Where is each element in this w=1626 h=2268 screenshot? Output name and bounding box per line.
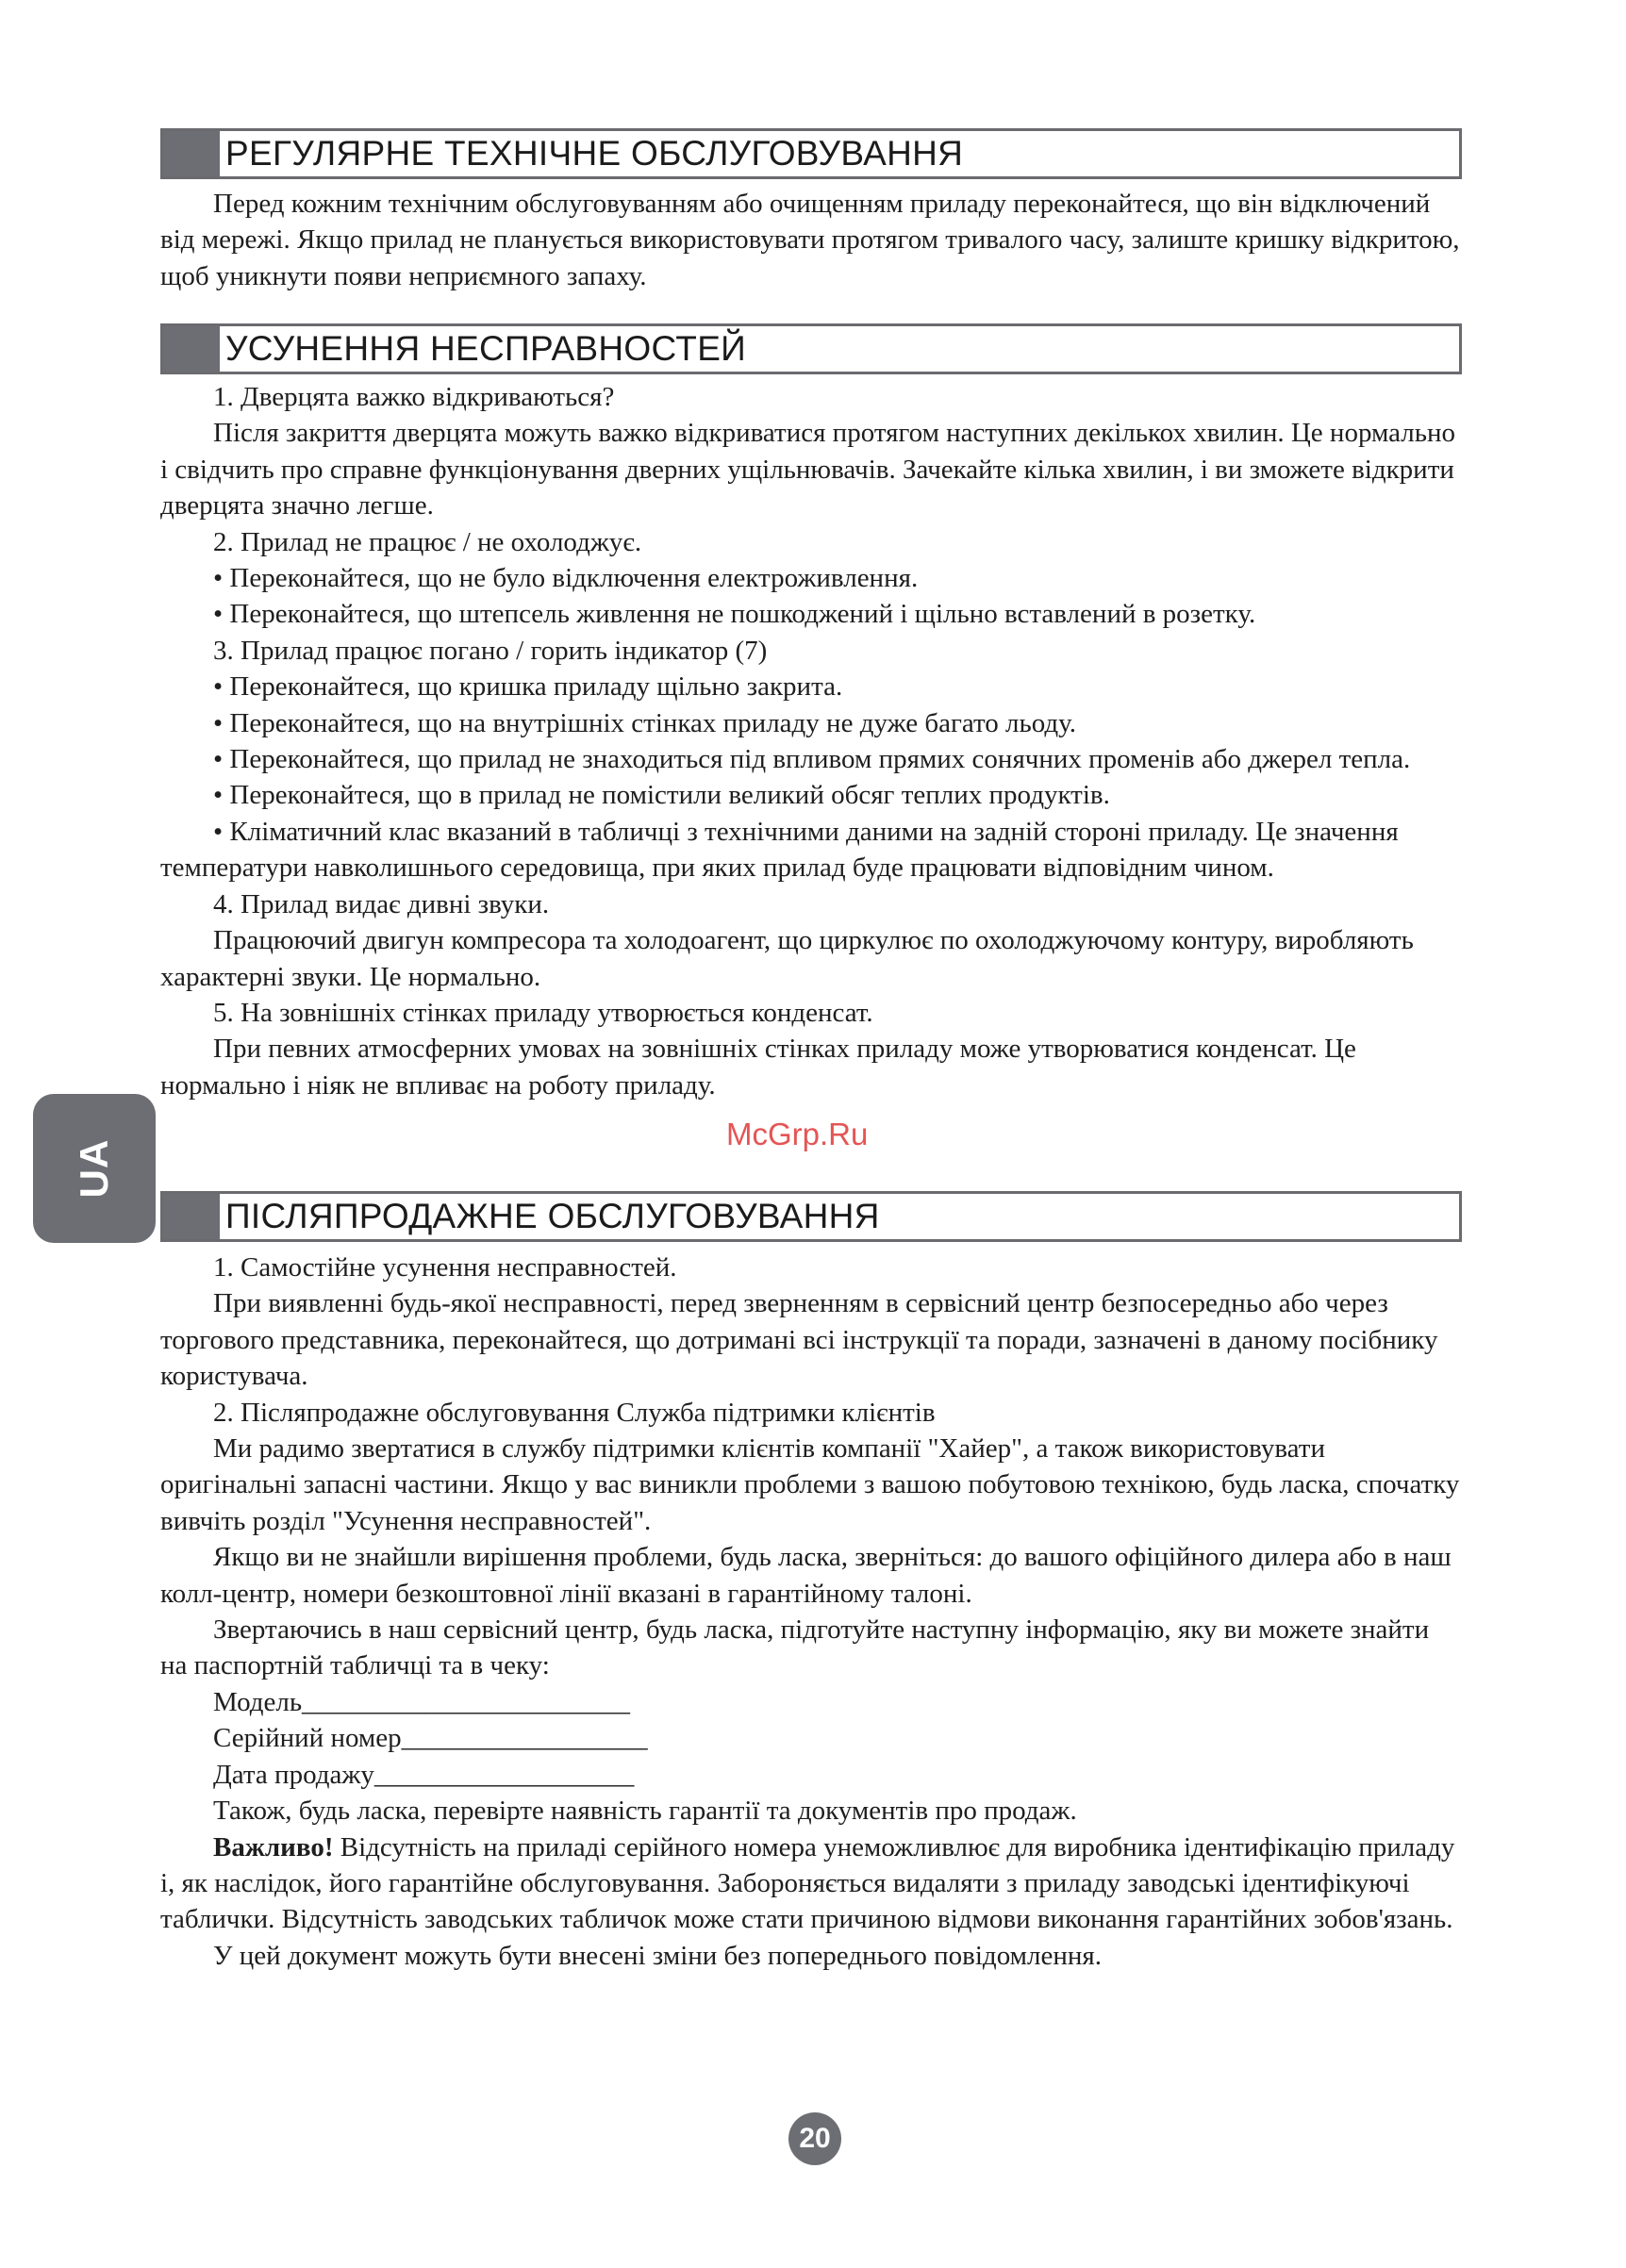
form-line-model: Модель________________________ xyxy=(213,1686,631,1717)
paragraph: 2. Прилад не працює / не охолоджує. xyxy=(213,526,642,557)
troubleshooting-text xyxy=(160,379,1462,1103)
language-tab-label: UA xyxy=(72,1138,116,1199)
paragraph: При виявленні будь-якої несправності, перед зверненням в сервісний центр безпосередньо або через торгового представника, переконайтеся, що дотримані всі інструкції та поради, зазначені в даному посібнику користувача. xyxy=(160,1288,1438,1392)
watermark: McGrp.Ru xyxy=(726,1117,869,1151)
section-header-maintenance xyxy=(160,128,1462,179)
paragraph: Також, будь ласка, перевірте наявність гарантії та документів про продаж. xyxy=(213,1796,1077,1827)
section-header-bar xyxy=(163,326,220,372)
paragraph: У цей документ можуть бути внесені зміни без попереднього повідомлення. xyxy=(213,1940,1102,1971)
paragraph: Після закриття дверцята можуть важко відкриватися протягом наступних декількох хвилин. Це нормально і свідчить про справне функціонування дверних ущільнювачів. Зачекайте кілька хвилин, і ви зможете відкрити дверцята значно легше. xyxy=(160,418,1456,521)
section-header-after-sales xyxy=(160,1191,1462,1242)
form-line-serial: Серійний номер__________________ xyxy=(213,1723,648,1754)
bullet-item: • Переконайтеся, що кришка приладу щільно закрита. xyxy=(213,671,843,703)
important-text: Відсутність на приладі серійного номера унеможливлює для виробника ідентифікацію приладу і, як наслідок, його гарантійне обслуговування. Забороняється видаляти з приладу заводські ідентифікуючі таблички. Відсутність заводських табличок може стати причиною відмови виконання гарантійних зобов'язань. xyxy=(160,1831,1455,1935)
section-header-troubleshooting xyxy=(160,323,1462,374)
important-label: Важливо! xyxy=(213,1831,334,1862)
bullet-item: • Кліматичний клас вказаний в табличці з технічними даними на задній стороні приладу. Це значення температури навколишнього середовища, при яких прилад буде працювати відповідним чином. xyxy=(160,816,1399,884)
after-sales-text xyxy=(160,1250,1462,1974)
bullet-item: • Переконайтеся, що в прилад не помістили великий обсяг теплих продуктів. xyxy=(213,780,1110,811)
paragraph: При певних атмосферних умовах на зовнішніх стінках приладу може утворюватися конденсат. Це нормально і ніяк не впливає на роботу приладу. xyxy=(160,1034,1356,1101)
page-number: 20 xyxy=(788,2112,841,2165)
paragraph: 4. Прилад видає дивні звуки. xyxy=(213,888,550,919)
important-paragraph xyxy=(160,1829,1462,1938)
paragraph: 1. Дверцята важко відкриваються? xyxy=(213,382,615,412)
bullet-item: • Переконайтеся, що не було відключення електроживлення. xyxy=(213,563,919,594)
bullet-item: • Переконайтеся, що на внутрішніх стінках приладу не дуже багато льоду. xyxy=(213,707,1076,738)
section-header-bar xyxy=(163,131,220,176)
bullet-item: • Переконайтеся, що прилад не знаходиться під впливом прямих сонячних променів або джерел тепла. xyxy=(213,744,1411,775)
section-title: РЕГУЛЯРНЕ ТЕХНІЧНЕ ОБСЛУГОВУВАННЯ xyxy=(225,134,964,173)
section-title: ПІСЛЯПРОДАЖНЕ ОБСЛУГОВУВАННЯ xyxy=(225,1197,880,1235)
maintenance-text xyxy=(160,186,1462,294)
paragraph: Перед кожним технічним обслуговуванням або очищенням приладу переконайтеся, що він відключений від мережі. Якщо прилад не планується використовувати протягом тривалого часу, залиште кришку відкритою, щоб уникнути появи неприємного запаху. xyxy=(160,189,1460,291)
language-tab xyxy=(33,1094,156,1243)
paragraph: Ми радимо звертатися в службу підтримки клієнтів компанії "Хайер", а також використовувати оригінальні запасні частини. Якщо у вас виникли проблеми з вашою побутовою технікою, будь ласка, спочатку вивчіть розділ "Усунення несправностей". xyxy=(160,1433,1460,1536)
paragraph: Якщо ви не знайшли вирішення проблеми, будь ласка, зверніться: до вашого офіційного дилера або в наш колл-центр, номери безкоштовної лінії вказані в гарантійному талоні. xyxy=(160,1542,1452,1609)
section-header-bar xyxy=(163,1194,220,1239)
paragraph: 2. Післяпродажне обслуговування Служба підтримки клієнтів xyxy=(213,1397,936,1428)
form-line-date: Дата продажу___________________ xyxy=(213,1759,635,1790)
paragraph: 3. Прилад працює погано / горить індикатор (7) xyxy=(213,635,768,666)
bullet-item: • Переконайтеся, що штепсель живлення не пошкоджений і щільно вставлений в розетку. xyxy=(213,599,1256,630)
paragraph: Звертаючись в наш сервісний центр, будь ласка, підготуйте наступну інформацію, яку ви можете знайти на паспортній табличці та в чеку: xyxy=(160,1614,1430,1681)
paragraph: Працюючий двигун компресора та холодоагент, що циркулює по охолоджуючому контуру, виробляють характерні звуки. Це нормально. xyxy=(160,925,1414,992)
section-title: УСУНЕННЯ НЕСПРАВНОСТЕЙ xyxy=(225,329,747,368)
paragraph: 1. Самостійне усунення несправностей. xyxy=(213,1252,677,1283)
paragraph: 5. На зовнішніх стінках приладу утворюється конденсат. xyxy=(213,997,873,1028)
